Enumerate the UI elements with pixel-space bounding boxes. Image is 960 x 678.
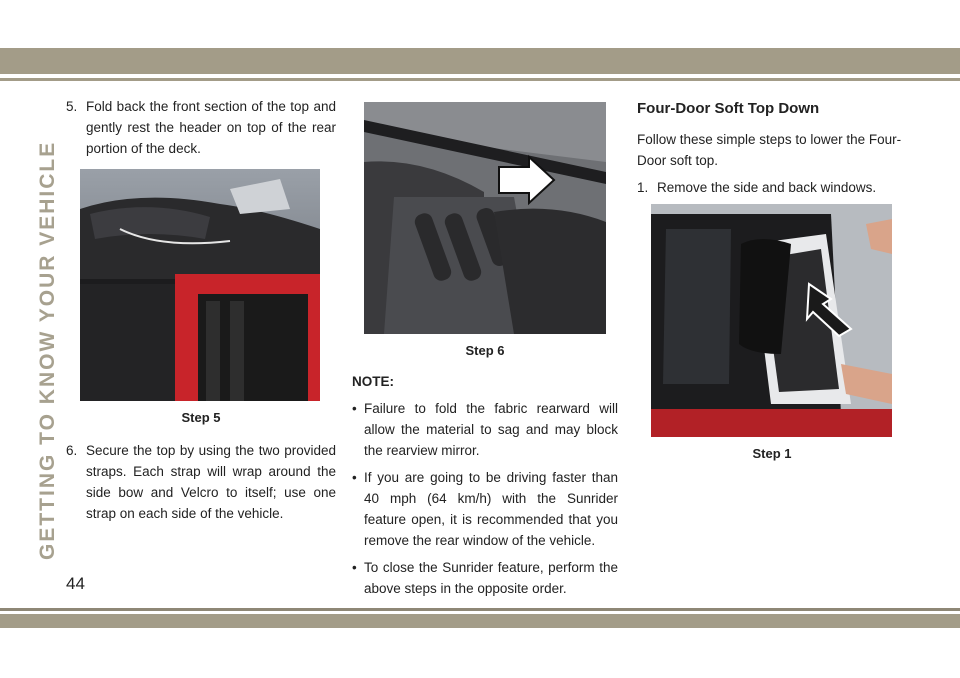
footer-band — [0, 614, 960, 628]
step-1-caption: Step 1 — [752, 446, 792, 461]
bullet-marker: • — [352, 560, 357, 575]
section-title: Four-Door Soft Top Down — [637, 100, 820, 117]
soft-top-folded-image — [80, 169, 320, 401]
strap-secured-image — [364, 102, 606, 334]
column-middle — [352, 102, 618, 599]
page-number: 44 — [66, 574, 85, 593]
note-bullet — [352, 467, 618, 551]
section-side-title: GETTING TO KNOW YOUR VEHICLE — [36, 140, 59, 560]
window-removal-image — [651, 204, 892, 437]
footer-rule — [0, 608, 960, 611]
step-1-item — [637, 177, 907, 198]
header-rule — [0, 78, 960, 81]
step-1-text: Remove the side and back windows. — [657, 180, 877, 195]
note-bullet — [352, 557, 618, 599]
step-6-number: 6. — [66, 443, 78, 458]
step-5-text: Fold back the front section of the top and gently rest the header on top of the rear portion of the deck. — [86, 99, 336, 156]
step-5-photo — [80, 169, 320, 401]
bullet-marker: • — [352, 401, 357, 416]
column-right — [637, 96, 907, 464]
step-6-photo — [364, 102, 606, 334]
column-left — [66, 96, 336, 524]
note-label: NOTE: — [352, 374, 394, 389]
step-1-number: 1. — [637, 180, 649, 195]
step-6-item — [66, 440, 336, 524]
step-6-caption: Step 6 — [465, 343, 505, 358]
note-bullet-text: Failure to fold the fabric rearward will allow the material to sag and may block the rearview mirror. — [364, 401, 618, 458]
bullet-marker: • — [352, 470, 357, 485]
note-bullet — [352, 398, 618, 461]
step-5-item — [66, 96, 336, 159]
step-1-photo — [651, 204, 892, 437]
header-band — [0, 48, 960, 74]
note-bullet-text: If you are going to be driving faster than 40 mph (64 km/h) with the Sunrider feature open, it is recommended that you remove the rear window of the vehicle. — [364, 470, 618, 548]
step-6-text: Secure the top by using the two provided straps. Each strap will wrap around the side bow and Velcro to itself; use one strap on each side of the vehicle. — [86, 443, 336, 521]
step-5-number: 5. — [66, 99, 78, 114]
step-5-caption: Step 5 — [181, 410, 221, 425]
note-bullet-text: To close the Sunrider feature, perform the above steps in the opposite order. — [364, 560, 618, 596]
intro-text: Follow these simple steps to lower the Four-Door soft top. — [637, 132, 902, 168]
